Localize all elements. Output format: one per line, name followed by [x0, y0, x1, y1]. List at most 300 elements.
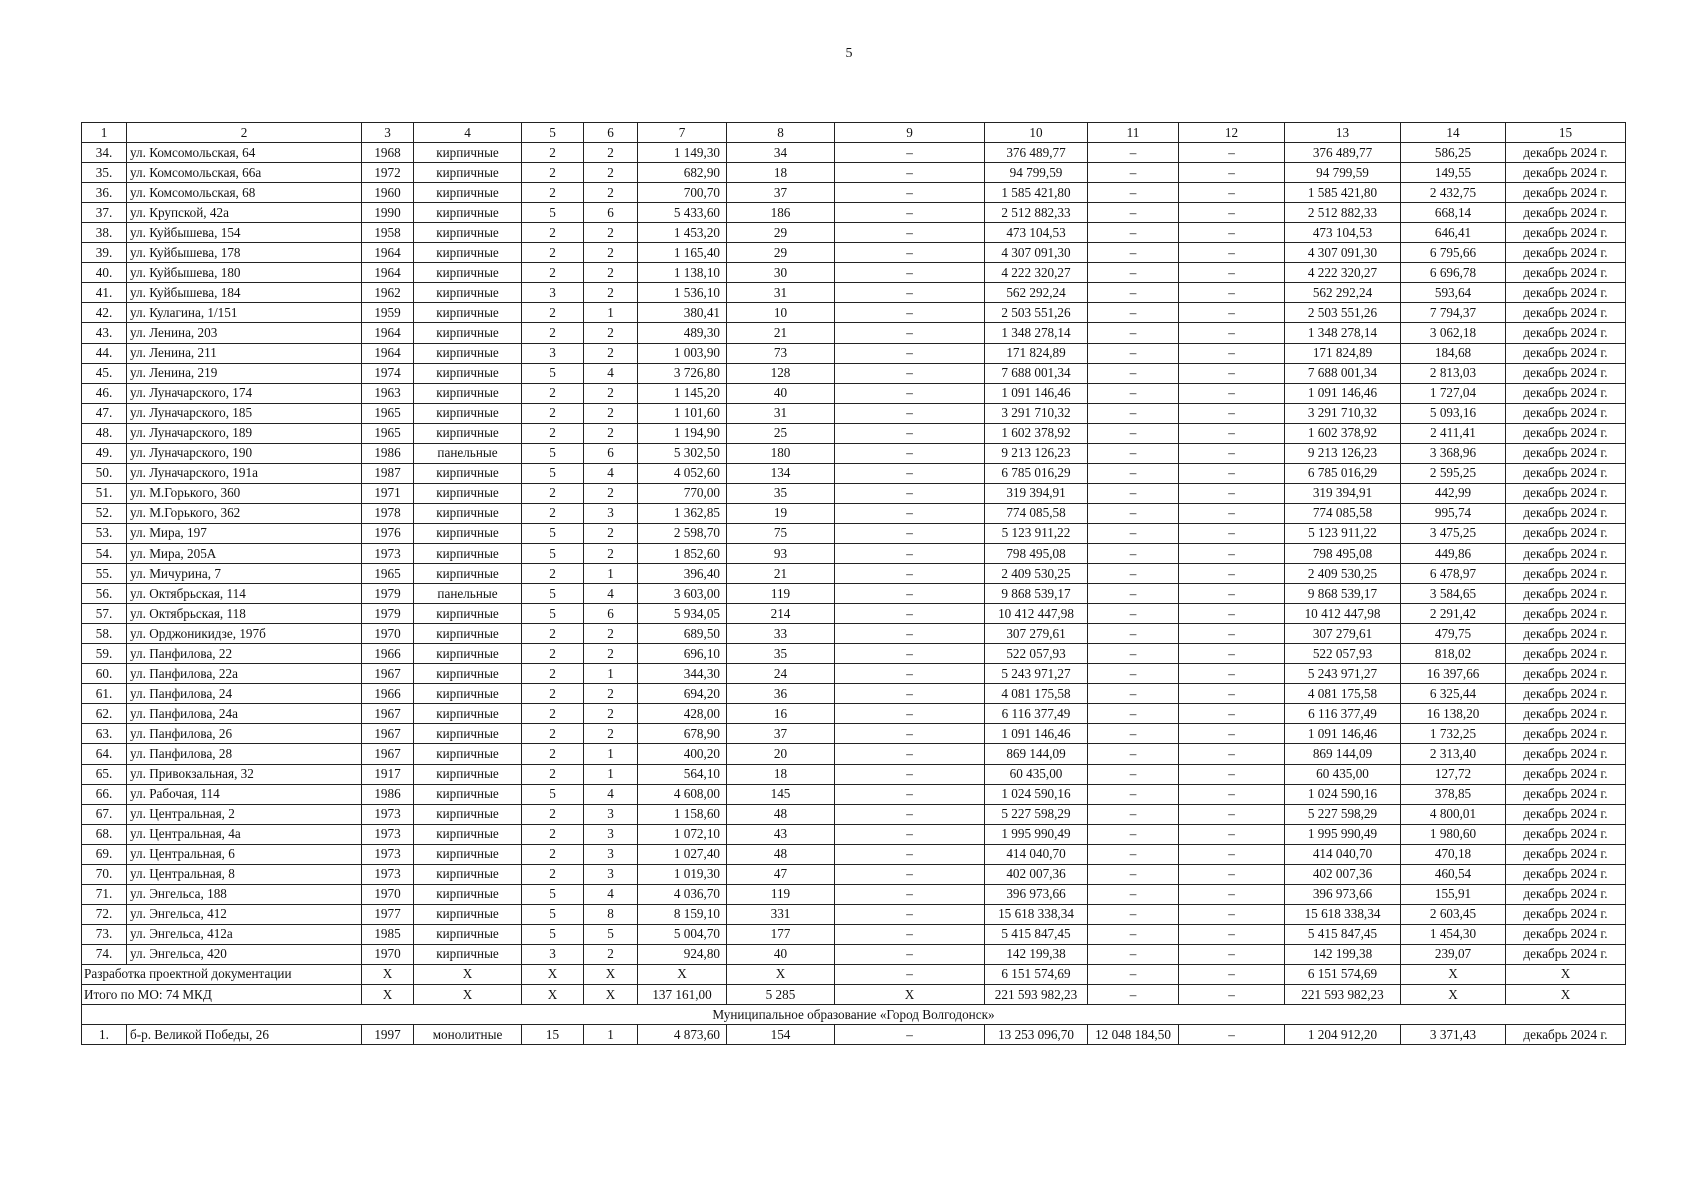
- table-cell: –: [835, 183, 985, 203]
- table-cell: –: [1088, 403, 1179, 423]
- table-cell: –: [835, 964, 985, 984]
- table-cell: –: [1179, 283, 1285, 303]
- table-cell: 428,00: [638, 704, 727, 724]
- table-cell: 682,90: [638, 163, 727, 183]
- table-cell: 2: [584, 343, 638, 363]
- table-cell: 40: [727, 944, 835, 964]
- table-cell: кирпичные: [414, 383, 522, 403]
- table-cell: 1971: [362, 483, 414, 503]
- table-row: [82, 604, 1626, 624]
- table-cell: ул. Ленина, 203: [127, 323, 362, 343]
- table-cell: 37.: [82, 203, 127, 223]
- table-cell: –: [1179, 804, 1285, 824]
- table-cell: 396 973,66: [1285, 884, 1401, 904]
- header-cell: 11: [1088, 123, 1179, 143]
- table-cell: кирпичные: [414, 844, 522, 864]
- table-cell: 3: [584, 804, 638, 824]
- table-cell: 1965: [362, 564, 414, 584]
- table-cell: 29: [727, 223, 835, 243]
- table-cell: –: [1088, 704, 1179, 724]
- table-cell: 6 151 574,69: [1285, 964, 1401, 984]
- table-row: [82, 243, 1626, 263]
- table-cell: X: [522, 964, 584, 984]
- table-cell: 38.: [82, 223, 127, 243]
- table-cell: 5: [522, 203, 584, 223]
- table-cell: –: [1179, 403, 1285, 423]
- table-cell: 4 222 320,27: [1285, 263, 1401, 283]
- table-cell: 1 980,60: [1401, 824, 1506, 844]
- table-cell: кирпичные: [414, 704, 522, 724]
- table-cell: 1973: [362, 864, 414, 884]
- table-cell: 2: [522, 564, 584, 584]
- table-cell: декабрь 2024 г.: [1506, 483, 1626, 503]
- table-cell: –: [1088, 303, 1179, 323]
- table-cell: 1: [584, 764, 638, 784]
- table-cell: ул. Мира, 197: [127, 523, 362, 543]
- table-row: [82, 664, 1626, 684]
- table-cell: 1 585 421,80: [1285, 183, 1401, 203]
- table-cell: 35: [727, 483, 835, 503]
- table-cell: ул. М.Горького, 360: [127, 483, 362, 503]
- table-cell: б-р. Великой Победы, 26: [127, 1025, 362, 1045]
- table-row: [82, 744, 1626, 764]
- table-cell: 2: [522, 263, 584, 283]
- table-cell: 142 199,38: [1285, 944, 1401, 964]
- table-cell: 689,50: [638, 624, 727, 644]
- table-cell: 37: [727, 724, 835, 744]
- table-cell: кирпичные: [414, 243, 522, 263]
- table-cell: 4 222 320,27: [985, 263, 1088, 283]
- table-cell: 1.: [82, 1025, 127, 1045]
- table-row: [82, 924, 1626, 944]
- table-cell: X: [1401, 964, 1506, 984]
- table-cell: 1978: [362, 503, 414, 523]
- table-row: [82, 764, 1626, 784]
- table-cell: кирпичные: [414, 403, 522, 423]
- table-cell: 39.: [82, 243, 127, 263]
- table-cell: 155,91: [1401, 884, 1506, 904]
- table-cell: 2 598,70: [638, 523, 727, 543]
- table-cell: 6 116 377,49: [1285, 704, 1401, 724]
- table-cell: 2 503 551,26: [1285, 303, 1401, 323]
- table-cell: 2: [522, 163, 584, 183]
- table-cell: 1965: [362, 403, 414, 423]
- table-cell: 3: [584, 503, 638, 523]
- table-cell: X: [835, 985, 985, 1005]
- table-cell: 6 696,78: [1401, 263, 1506, 283]
- table-cell: декабрь 2024 г.: [1506, 343, 1626, 363]
- table-cell: 2: [522, 664, 584, 684]
- table-cell: 460,54: [1401, 864, 1506, 884]
- table-cell: декабрь 2024 г.: [1506, 744, 1626, 764]
- table-cell: 4 307 091,30: [1285, 243, 1401, 263]
- table-cell: 1: [584, 744, 638, 764]
- table-cell: –: [1088, 203, 1179, 223]
- table-cell: 2: [522, 383, 584, 403]
- table-cell: –: [835, 944, 985, 964]
- table-cell: –: [1179, 423, 1285, 443]
- table-cell: 177: [727, 924, 835, 944]
- table-row: [82, 523, 1626, 543]
- table-cell: ул. Энгельса, 420: [127, 944, 362, 964]
- table-cell: 479,75: [1401, 624, 1506, 644]
- table-cell: кирпичные: [414, 764, 522, 784]
- table-cell: 55.: [82, 564, 127, 584]
- table-cell: ул. Октябрьская, 118: [127, 604, 362, 624]
- header-cell: 3: [362, 123, 414, 143]
- table-cell: 5 243 971,27: [1285, 664, 1401, 684]
- table-cell: декабрь 2024 г.: [1506, 944, 1626, 964]
- table-cell: ул. Крупской, 42а: [127, 203, 362, 223]
- table-cell: 5 285: [727, 985, 835, 1005]
- table-cell: 63.: [82, 724, 127, 744]
- table-cell: 4 052,60: [638, 463, 727, 483]
- table-cell: 6 325,44: [1401, 684, 1506, 704]
- table-row: [82, 423, 1626, 443]
- table-cell: 16: [727, 704, 835, 724]
- table-cell: –: [1088, 744, 1179, 764]
- table-cell: декабрь 2024 г.: [1506, 704, 1626, 724]
- table-cell: 1968: [362, 143, 414, 163]
- table-cell: 5: [522, 784, 584, 804]
- table-cell: 1967: [362, 724, 414, 744]
- table-cell: декабрь 2024 г.: [1506, 323, 1626, 343]
- table-cell: 21: [727, 323, 835, 343]
- table-cell: –: [835, 924, 985, 944]
- table-row: [82, 163, 1626, 183]
- table-cell: 10 412 447,98: [985, 604, 1088, 624]
- table-cell: 1 027,40: [638, 844, 727, 864]
- table-cell: 41.: [82, 283, 127, 303]
- table-cell: 6 795,66: [1401, 243, 1506, 263]
- table-cell: кирпичные: [414, 363, 522, 383]
- table-cell: 9 868 539,17: [1285, 584, 1401, 604]
- table-cell: 1972: [362, 163, 414, 183]
- table-cell: 1 149,30: [638, 143, 727, 163]
- table-cell: 3 368,96: [1401, 443, 1506, 463]
- table-cell: 1 348 278,14: [985, 323, 1088, 343]
- page-number: 5: [845, 46, 853, 61]
- table-cell: 1 194,90: [638, 423, 727, 443]
- table-cell: ул. Панфилова, 22а: [127, 664, 362, 684]
- table-cell: 239,07: [1401, 944, 1506, 964]
- table-cell: –: [1179, 343, 1285, 363]
- table-cell: –: [835, 684, 985, 704]
- table-cell: декабрь 2024 г.: [1506, 664, 1626, 684]
- table-cell: 2: [522, 704, 584, 724]
- table-cell: 2: [522, 183, 584, 203]
- table-cell: ул. Панфилова, 28: [127, 744, 362, 764]
- table-cell: –: [1088, 283, 1179, 303]
- table-cell: ул. Луначарского, 190: [127, 443, 362, 463]
- table-cell: 694,20: [638, 684, 727, 704]
- table-cell: –: [835, 203, 985, 223]
- table-cell: 10 412 447,98: [1285, 604, 1401, 624]
- table-cell: –: [1179, 163, 1285, 183]
- table-cell: 68.: [82, 824, 127, 844]
- table-cell: 1958: [362, 223, 414, 243]
- table-cell: –: [1179, 644, 1285, 664]
- table-cell: ул. Центральная, 2: [127, 804, 362, 824]
- table-cell: 1 072,10: [638, 824, 727, 844]
- table-cell: 562 292,24: [985, 283, 1088, 303]
- table-cell: 1966: [362, 644, 414, 664]
- table-cell: 3 603,00: [638, 584, 727, 604]
- table-cell: –: [1179, 503, 1285, 523]
- table-cell: 5: [522, 523, 584, 543]
- table-row: [82, 403, 1626, 423]
- table-cell: 2: [522, 724, 584, 744]
- table-cell: 13 253 096,70: [985, 1025, 1088, 1045]
- table-row: [82, 143, 1626, 163]
- table-cell: 1 138,10: [638, 263, 727, 283]
- table-cell: 586,25: [1401, 143, 1506, 163]
- table-row: [82, 283, 1626, 303]
- table-cell: кирпичные: [414, 564, 522, 584]
- table-cell: 1973: [362, 824, 414, 844]
- table-cell: декабрь 2024 г.: [1506, 764, 1626, 784]
- table-cell: декабрь 2024 г.: [1506, 684, 1626, 704]
- table-cell: –: [1179, 664, 1285, 684]
- table-cell: 3: [522, 283, 584, 303]
- table-cell: 57.: [82, 604, 127, 624]
- table-cell: кирпичные: [414, 824, 522, 844]
- table-cell: 8 159,10: [638, 904, 727, 924]
- table-cell: 1 727,04: [1401, 383, 1506, 403]
- table-cell: –: [835, 864, 985, 884]
- table-cell: –: [1179, 303, 1285, 323]
- section-row: [82, 1005, 1626, 1025]
- table-cell: 1979: [362, 584, 414, 604]
- table-cell: 5 433,60: [638, 203, 727, 223]
- table-cell: X: [522, 985, 584, 1005]
- table-cell: –: [835, 463, 985, 483]
- table-cell: кирпичные: [414, 684, 522, 704]
- table-row: [82, 503, 1626, 523]
- table-cell: 171 824,89: [1285, 343, 1401, 363]
- table-cell: кирпичные: [414, 944, 522, 964]
- table-cell: 186: [727, 203, 835, 223]
- table-cell: –: [1179, 744, 1285, 764]
- table-cell: декабрь 2024 г.: [1506, 403, 1626, 423]
- table-cell: 53.: [82, 523, 127, 543]
- table-cell: –: [1179, 864, 1285, 884]
- header-cell: 1: [82, 123, 127, 143]
- table-cell: 2: [584, 483, 638, 503]
- table-cell: –: [1179, 904, 1285, 924]
- table-cell: декабрь 2024 г.: [1506, 564, 1626, 584]
- table-cell: 19: [727, 503, 835, 523]
- table-cell: –: [835, 163, 985, 183]
- table-cell: –: [1088, 724, 1179, 744]
- table-cell: декабрь 2024 г.: [1506, 624, 1626, 644]
- table-cell: 5: [522, 463, 584, 483]
- table-cell: 1 585 421,80: [985, 183, 1088, 203]
- table-cell: 7 794,37: [1401, 303, 1506, 323]
- table-cell: 5 415 847,45: [1285, 924, 1401, 944]
- table-cell: 6 151 574,69: [985, 964, 1088, 984]
- table-cell: 1917: [362, 764, 414, 784]
- header-row: [82, 123, 1626, 143]
- table-cell: декабрь 2024 г.: [1506, 263, 1626, 283]
- table-cell: 396,40: [638, 564, 727, 584]
- table-cell: 2: [584, 403, 638, 423]
- table-cell: X: [362, 964, 414, 984]
- table-cell: –: [1088, 864, 1179, 884]
- table-cell: 16 397,66: [1401, 664, 1506, 684]
- section-title: Муниципальное образование «Город Волгодонск»: [82, 1005, 1626, 1025]
- table-cell: 1997: [362, 1025, 414, 1045]
- table-cell: 4 608,00: [638, 784, 727, 804]
- table-cell: ул. М.Горького, 362: [127, 503, 362, 523]
- table-cell: –: [1088, 423, 1179, 443]
- table-cell: 774 085,58: [985, 503, 1088, 523]
- table-cell: 2 595,25: [1401, 463, 1506, 483]
- table-cell: 1986: [362, 784, 414, 804]
- table-cell: –: [1179, 463, 1285, 483]
- table-cell: декабрь 2024 г.: [1506, 804, 1626, 824]
- table-body: [82, 123, 1626, 1045]
- table-cell: –: [1179, 383, 1285, 403]
- table-cell: –: [835, 343, 985, 363]
- table-cell: 2: [522, 744, 584, 764]
- table-cell: –: [1088, 844, 1179, 864]
- table-cell: 5 302,50: [638, 443, 727, 463]
- header-cell: 13: [1285, 123, 1401, 143]
- table-cell: 5: [522, 443, 584, 463]
- table-cell: –: [1088, 143, 1179, 163]
- table-cell: декабрь 2024 г.: [1506, 884, 1626, 904]
- table-cell: –: [835, 443, 985, 463]
- table-cell: ул. Энгельса, 412а: [127, 924, 362, 944]
- table-cell: ул. Центральная, 6: [127, 844, 362, 864]
- table-cell: 1973: [362, 804, 414, 824]
- table-cell: 47.: [82, 403, 127, 423]
- table-cell: 47: [727, 864, 835, 884]
- table-cell: 142 199,38: [985, 944, 1088, 964]
- table-cell: X: [727, 964, 835, 984]
- table-cell: –: [1088, 383, 1179, 403]
- header-cell: 12: [1179, 123, 1285, 143]
- table-cell: 7 688 001,34: [985, 363, 1088, 383]
- table-cell: 2: [584, 523, 638, 543]
- header-cell: 15: [1506, 123, 1626, 143]
- header-cell: 7: [638, 123, 727, 143]
- table-cell: 35.: [82, 163, 127, 183]
- table-row: [82, 564, 1626, 584]
- table-cell: 4 081 175,58: [1285, 684, 1401, 704]
- table-cell: 2: [584, 644, 638, 664]
- table-cell: ул. Панфилова, 24а: [127, 704, 362, 724]
- table-cell: 2 503 551,26: [985, 303, 1088, 323]
- table-cell: 3 291 710,32: [985, 403, 1088, 423]
- table-cell: 3: [584, 844, 638, 864]
- table-cell: –: [1179, 223, 1285, 243]
- table-cell: 774 085,58: [1285, 503, 1401, 523]
- table-row: [82, 343, 1626, 363]
- table-cell: ул. Рабочая, 114: [127, 784, 362, 804]
- table-cell: 184,68: [1401, 343, 1506, 363]
- table-cell: 1 145,20: [638, 383, 727, 403]
- table-cell: 7 688 001,34: [1285, 363, 1401, 383]
- table-cell: 145: [727, 784, 835, 804]
- table-cell: –: [835, 664, 985, 684]
- table-cell: 65.: [82, 764, 127, 784]
- table-cell: 1964: [362, 323, 414, 343]
- table-cell: –: [1088, 323, 1179, 343]
- table-cell: 470,18: [1401, 844, 1506, 864]
- table-cell: 924,80: [638, 944, 727, 964]
- table-cell: 1 732,25: [1401, 724, 1506, 744]
- table-cell: 61.: [82, 684, 127, 704]
- table-row: [82, 904, 1626, 924]
- table-cell: 564,10: [638, 764, 727, 784]
- table-cell: –: [1179, 363, 1285, 383]
- table-cell: 34: [727, 143, 835, 163]
- table-cell: 678,90: [638, 724, 727, 744]
- table-cell: –: [835, 283, 985, 303]
- table-cell: 45.: [82, 363, 127, 383]
- table-cell: 2 409 530,25: [985, 564, 1088, 584]
- table-cell: 16 138,20: [1401, 704, 1506, 724]
- table-cell: –: [1179, 443, 1285, 463]
- table-cell: 2: [584, 624, 638, 644]
- table-row: [82, 704, 1626, 724]
- table-cell: 60 435,00: [985, 764, 1088, 784]
- table-cell: декабрь 2024 г.: [1506, 1025, 1626, 1045]
- table-cell: ул. Комсомольская, 66а: [127, 163, 362, 183]
- table-cell: 1973: [362, 844, 414, 864]
- table-cell: декабрь 2024 г.: [1506, 784, 1626, 804]
- table-cell: 1 995 990,49: [1285, 824, 1401, 844]
- table-cell: 5 227 598,29: [985, 804, 1088, 824]
- table-cell: 646,41: [1401, 223, 1506, 243]
- table-cell: 380,41: [638, 303, 727, 323]
- table-cell: 378,85: [1401, 784, 1506, 804]
- table-cell: –: [1088, 964, 1179, 984]
- table-cell: 1966: [362, 684, 414, 704]
- table-cell: 2: [522, 483, 584, 503]
- table-cell: 50.: [82, 463, 127, 483]
- table-cell: 25: [727, 423, 835, 443]
- table-cell: –: [835, 604, 985, 624]
- table-cell: 9 213 126,23: [985, 443, 1088, 463]
- table-cell: 1959: [362, 303, 414, 323]
- table-cell: 818,02: [1401, 644, 1506, 664]
- table-cell: декабрь 2024 г.: [1506, 463, 1626, 483]
- table-cell: 331: [727, 904, 835, 924]
- table-cell: 15 618 338,34: [985, 904, 1088, 924]
- table-cell: 1 852,60: [638, 543, 727, 563]
- table-cell: 40: [727, 383, 835, 403]
- table-cell: –: [835, 543, 985, 563]
- table-cell: 1 454,30: [1401, 924, 1506, 944]
- table-cell: 995,74: [1401, 503, 1506, 523]
- housing-table: [81, 122, 1626, 1045]
- table-cell: декабрь 2024 г.: [1506, 523, 1626, 543]
- table-cell: ул. Луначарского, 185: [127, 403, 362, 423]
- table-cell: 31: [727, 283, 835, 303]
- table-cell: 36.: [82, 183, 127, 203]
- table-cell: 5: [522, 363, 584, 383]
- table-cell: –: [1179, 704, 1285, 724]
- table-cell: декабрь 2024 г.: [1506, 503, 1626, 523]
- table-cell: декабрь 2024 г.: [1506, 363, 1626, 383]
- table-cell: 1973: [362, 543, 414, 563]
- table-cell: –: [1179, 724, 1285, 744]
- table-cell: кирпичные: [414, 143, 522, 163]
- table-cell: –: [835, 483, 985, 503]
